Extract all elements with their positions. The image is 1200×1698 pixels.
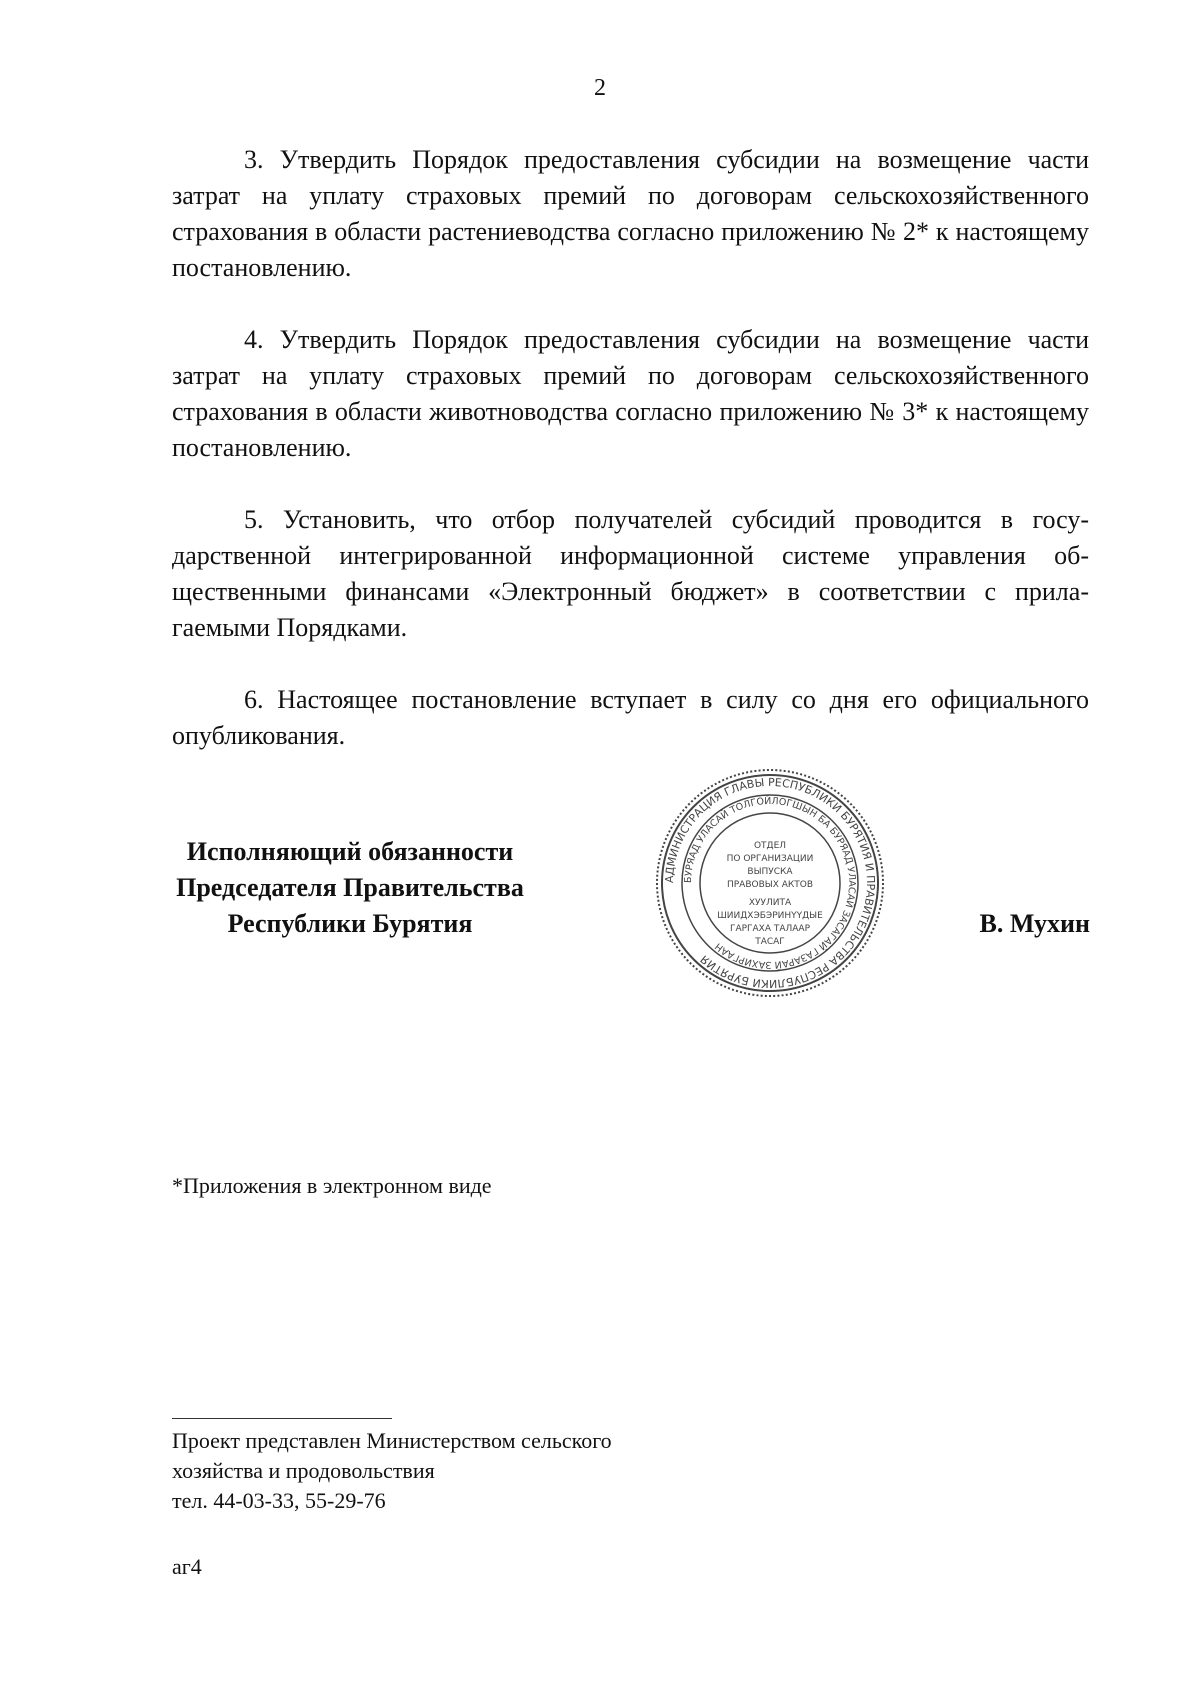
contacts-line: Проект представлен Министерством сельского [172, 1428, 612, 1453]
signatory-title [150, 834, 550, 942]
seal-center-text: ГАРГАХА ТАЛААР [729, 924, 811, 934]
seal-center-text: ПО ОРГАНИЗАЦИИ [726, 854, 814, 864]
divider-line [172, 1418, 392, 1419]
official-seal-stamp [654, 767, 886, 999]
paragraph-item-3: 3. Утвердить Порядок предоставления субсидии на возмещение части затрат на уплату страховых премий по договорам сельскохозяйственного страхования в области растениеводства согласно приложению № 2* к настоящему постановлению. [172, 145, 1089, 282]
paragraph-item-4: 4. Утвердить Порядок предоставления субсидии на возмещение части затрат на уплату страховых премий по договорам сельскохозяйственного страхования в области животноводства согласно приложению № 3* к настоящему постановлению. [172, 325, 1089, 462]
seal-center-text: ТАСАГ [755, 937, 785, 947]
seal-center-text: ВЫПУСКА [747, 867, 793, 877]
paragraph-item-5: 5. Установить, что отбор получателей субсидий проводится в государственной интегрированной информационной системе управления общественными финансами «Электронный бюджет» в соответствии с прилагаемыми Порядками. [172, 505, 1089, 642]
seal-center-text: ШИИДХЭБЭРИНYYДЫЕ [717, 911, 823, 921]
seal-center-text: ОТДЕЛ [753, 841, 787, 851]
signatory-title-line: Исполняющий обязанности [186, 837, 514, 866]
document-code: аг4 [172, 1554, 202, 1579]
signer-name: В. Мухин [979, 909, 1090, 938]
seal-center-text: ПРАВОВЫХ АКТОВ [726, 880, 814, 890]
signatory-title-line: Республики Бурятия [227, 909, 473, 938]
project-contacts [172, 1426, 612, 1516]
page-number: 2 [594, 75, 606, 101]
signatory-title-line: Председателя Правительства [176, 873, 524, 902]
contacts-phone: тел. 44-03-33, 55-29-76 [172, 1488, 386, 1513]
resolution-body [172, 142, 1089, 790]
contacts-line: хозяйства и продовольствия [172, 1458, 435, 1483]
seal-center-text: ХУУЛИТА [748, 898, 792, 908]
seal-outer-text: АДМИНИСТРАЦИЯ ГЛАВЫ РЕСПУБЛИКИ БУРЯТИЯ И ПРАВИТЕЛЬСТВА РЕСПУБЛИКИ БУРЯТИЯ [662, 775, 878, 991]
footnote-appendices: *Приложения в электронном виде [172, 1173, 492, 1198]
paragraph-item-6: 6. Настоящее постановление вступает в силу со дня его официального опубликования. [172, 685, 1089, 750]
seal-inner-text: БУРЯАД УЛАСАЙ ТОЛГОЙЛОГШЫН БА БУРЯАД УЛАСАЙ ЗАСАГАЙ ГАЗАРАЙ ЗАХИРГААН [682, 795, 858, 971]
